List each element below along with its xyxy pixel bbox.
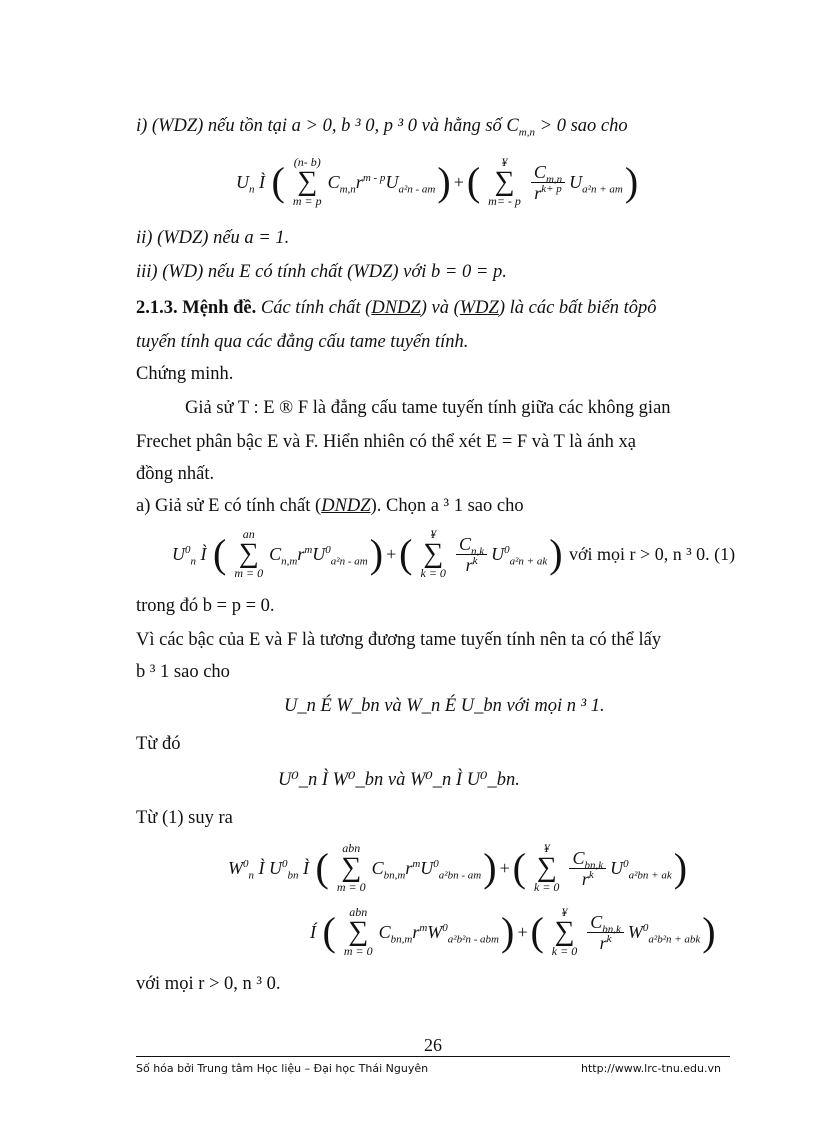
condition-iii: iii) (WD) nếu E có tính chất (WDZ) với b = 0 = p. <box>136 262 507 282</box>
proposition-cont: tuyến tính qua các đẳng cấu tame tuyến tính. <box>136 332 469 352</box>
paragraph-line: b ³ 1 sao cho <box>136 662 230 682</box>
equation-2: U_n É W_bn và W_n É U_bn với mọi n ³ 1. <box>284 696 605 716</box>
footer-url[interactable]: http://www.lrc-tnu.edu.vn <box>581 1062 721 1075</box>
paragraph-line: trong đó b = p = 0. <box>136 596 275 616</box>
proposition: 2.1.3. Mệnh đề. Các tính chất (DNDZ) và (WDZ) là các bất biến tôpô <box>136 298 657 318</box>
paragraph-line: Vì các bậc của E và F là tương đương tame tuyến tính nên ta có thể lấy <box>136 630 662 650</box>
equation-4a: $W^0_n$ Ì $U^0_{bn}$ Ì ( abn ∑ m = 0 $C_{bn,m}r^mU^0_{a^2bn - am}$ ) + ( ¥ ∑ k = 0 $\frac{C_{bn,k}}{r^k}$ $U^0_{a^2bn + ak}$ ) <box>228 841 688 894</box>
equation-4b: Í ( abn ∑ m = 0 $C_{bn,m}r^mW^0_{a^2b^2n - abm}$ ) + ( ¥ ∑ k = 0 $\frac{C_{bn,k}}{r^k}$ $W^0_{a^2b^2n + abk}$ ) <box>310 905 716 958</box>
footer-left: Số hóa bởi Trung tâm Học liệu – Đại học Thái Nguyên <box>136 1062 429 1075</box>
footer-divider <box>136 1056 730 1057</box>
paragraph-line: Từ (1) suy ra <box>136 808 233 828</box>
paragraph-line: Từ đó <box>136 734 181 754</box>
equation-1: $U^0_n$ Ì ( an ∑ m = 0 $C_{n,m}r^mU^0_{a^2n - am}$ ) + ( ¥ ∑ k = 0 $\frac{C_{n,k}}{r^k}$ $U^0_{a^2n + ak}$ ) với mọi r > 0, n ³ 0. (1) <box>172 527 736 580</box>
condition-i: i) (WDZ) nếu tồn tại a > 0, b ³ 0, p ³ 0 và hằng số $C_{m,n} > 0$ sao cho <box>136 116 628 139</box>
paragraph-line: với mọi r > 0, n ³ 0. <box>136 974 281 994</box>
proof-heading: Chứng minh. <box>136 364 234 384</box>
equation-wdz: $U_n$ Ì ( (n- b) ∑ m = p $C_{m,n}r^{m - p}U_{a^2n - am}$ ) + ( ¥ ∑ m= - p $\frac{C_{m,n}}{r^{k+ p}}$ $U_{a^2n + am}$ ) <box>236 155 639 208</box>
paragraph-line: Frechet phân bậc E và F. Hiển nhiên có thể xét E = F và T là ánh xạ <box>136 432 636 452</box>
paragraph-line: Giả sử T : E ® F là đẳng cấu tame tuyến tính giữa các không gian <box>185 398 671 418</box>
paragraph-line: đồng nhất. <box>136 464 215 484</box>
page-number: 26 <box>424 1035 442 1055</box>
paragraph-line: a) Giả sử E có tính chất (DNDZ). Chọn a ³ 1 sao cho <box>136 496 524 516</box>
equation-3: U⁰_n Ì W⁰_bn và W⁰_n Ì U⁰_bn. <box>278 770 520 790</box>
condition-ii: ii) (WDZ) nếu a = 1. <box>136 228 290 248</box>
